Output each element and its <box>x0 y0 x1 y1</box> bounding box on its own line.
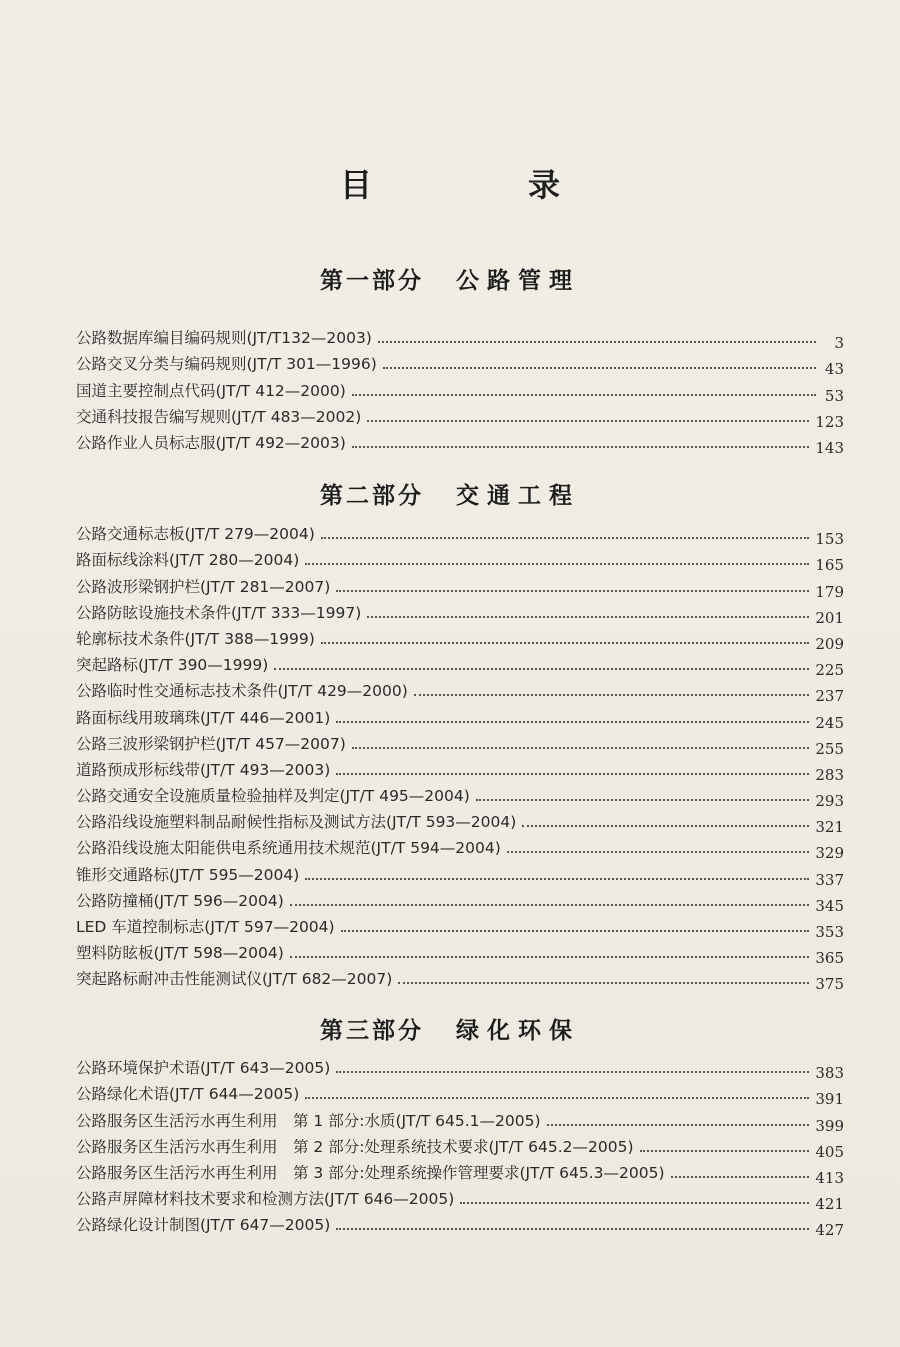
part-number: 第一部分 <box>320 268 424 294</box>
dot-leader <box>522 825 809 827</box>
entry-title: 公路交通标志板(JT/T 279—2004) <box>76 525 315 544</box>
dot-leader <box>336 1071 809 1073</box>
toc-entry[interactable] <box>76 885 844 915</box>
toc-entry[interactable] <box>76 322 844 353</box>
toc-entry[interactable] <box>76 570 844 601</box>
entry-page: 255 <box>815 739 844 758</box>
dot-leader <box>367 420 809 422</box>
toc-entry[interactable] <box>76 911 844 941</box>
entry-page: 421 <box>815 1195 844 1214</box>
entry-page: 237 <box>815 687 844 706</box>
entry-title: 公路沿线设施塑料制品耐候性指标及测试方法(JT/T 593—2004) <box>76 813 517 832</box>
toc-entry[interactable] <box>76 1131 844 1161</box>
toc-entry[interactable] <box>76 544 844 575</box>
entry-title: 公路服务区生活污水再生利用 第 2 部分:处理系统技术要求(JT/T 645.2—2005) <box>76 1137 634 1156</box>
toc-list-part-2 <box>76 518 844 994</box>
page-title: 目 录 <box>339 166 622 204</box>
dot-leader <box>414 694 810 696</box>
dot-leader <box>336 1228 809 1230</box>
entry-page: 3 <box>834 334 844 353</box>
toc-entry[interactable] <box>76 754 844 784</box>
part-number: 第三部分 <box>320 1018 424 1044</box>
entry-page: 345 <box>815 896 844 915</box>
dot-leader <box>336 590 809 592</box>
part-name: 绿化环保 <box>456 1018 580 1044</box>
entry-title: 塑料防眩板(JT/T 598—2004) <box>76 944 284 963</box>
entry-title: 路面标线用玻璃珠(JT/T 446—2001) <box>76 708 331 727</box>
entry-title: 公路环境保护术语(JT/T 643—2005) <box>76 1059 331 1078</box>
dot-leader <box>290 956 810 958</box>
toc-entry[interactable] <box>76 1078 844 1109</box>
entry-title: 公路防撞桶(JT/T 596—2004) <box>76 891 284 910</box>
dot-leader <box>321 537 810 539</box>
toc-entry[interactable] <box>76 832 844 863</box>
toc-entry[interactable] <box>76 728 844 758</box>
entry-title: 公路声屏障材料技术要求和检测方法(JT/T 646—2005) <box>76 1190 455 1209</box>
toc-entry[interactable] <box>76 1183 844 1214</box>
entry-page: 337 <box>815 870 844 889</box>
toc-entry[interactable] <box>76 963 844 994</box>
toc-entry[interactable] <box>76 780 844 811</box>
dot-leader <box>321 642 810 644</box>
part-heading-3 <box>0 1012 900 1045</box>
entry-page: 153 <box>815 530 844 549</box>
entry-title: 轮廓标技术条件(JT/T 388—1999) <box>76 629 315 648</box>
toc-entry[interactable] <box>76 937 844 968</box>
part-heading-2 <box>0 477 900 510</box>
entry-page: 165 <box>815 556 844 575</box>
entry-title: 公路服务区生活污水再生利用 第 3 部分:处理系统操作管理要求(JT/T 645.3—2005) <box>76 1163 665 1182</box>
toc-list-part-1 <box>76 322 844 457</box>
entry-title: 公路沿线设施太阳能供电系统通用技术规范(JT/T 594—2004) <box>76 839 501 858</box>
toc-entry[interactable] <box>76 1209 844 1240</box>
dot-leader <box>336 721 809 723</box>
entry-title: 公路服务区生活污水再生利用 第 1 部分:水质(JT/T 645.1—2005) <box>76 1111 541 1130</box>
entry-title: 突起路标(JT/T 390—1999) <box>76 656 269 675</box>
toc-entry[interactable] <box>76 348 844 379</box>
dot-leader <box>341 930 810 932</box>
entry-title: LED 车道控制标志(JT/T 597—2004) <box>76 918 335 936</box>
toc-entry[interactable] <box>76 597 844 627</box>
dot-leader <box>640 1150 810 1152</box>
entry-page: 143 <box>815 438 844 457</box>
toc-entry[interactable] <box>76 649 844 680</box>
entry-title: 公路作业人员标志服(JT/T 492—2003) <box>76 433 346 452</box>
toc-entry[interactable] <box>76 806 844 837</box>
entry-title: 路面标线涂料(JT/T 280—2004) <box>76 551 300 570</box>
toc-entry[interactable] <box>76 1157 844 1187</box>
entry-page: 427 <box>815 1221 844 1240</box>
dot-leader <box>383 367 816 369</box>
dot-leader <box>305 1097 809 1099</box>
entry-title: 交通科技报告编写规则(JT/T 483—2002) <box>76 407 362 426</box>
dot-leader <box>398 982 809 984</box>
dot-leader <box>274 668 809 670</box>
entry-page: 201 <box>815 608 844 627</box>
entry-title: 公路交叉分类与编码规则(JT/T 301—1996) <box>76 355 377 374</box>
toc-entry[interactable] <box>76 675 844 706</box>
entry-title: 公路数据库编目编码规则(JT/T132—2003) <box>76 329 372 348</box>
entry-title: 公路防眩设施技术条件(JT/T 333—1997) <box>76 603 362 622</box>
toc-list-part-3 <box>76 1052 844 1240</box>
toc-entry[interactable] <box>76 518 844 549</box>
dot-leader <box>367 616 809 618</box>
dot-leader <box>336 773 809 775</box>
toc-entry[interactable] <box>76 701 844 732</box>
entry-title: 突起路标耐冲击性能测试仪(JT/T 682—2007) <box>76 970 393 989</box>
entry-page: 413 <box>815 1168 844 1187</box>
dot-leader <box>507 851 810 853</box>
entry-page: 365 <box>815 949 844 968</box>
dot-leader <box>378 341 816 343</box>
entry-page: 405 <box>815 1142 844 1161</box>
entry-page: 391 <box>815 1090 844 1109</box>
toc-entry[interactable] <box>76 427 844 457</box>
dot-leader <box>352 747 810 749</box>
toc-entry[interactable] <box>76 1104 844 1135</box>
entry-page: 245 <box>815 713 844 732</box>
entry-title: 公路绿化设计制图(JT/T 647—2005) <box>76 1216 331 1235</box>
toc-entry[interactable] <box>76 623 844 653</box>
dot-leader <box>671 1176 810 1178</box>
entry-page: 399 <box>815 1116 844 1135</box>
dot-leader <box>352 446 810 448</box>
dot-leader <box>352 394 816 396</box>
entry-page: 123 <box>815 412 844 431</box>
toc-entry[interactable] <box>76 858 844 889</box>
entry-title: 锥形交通路标(JT/T 595—2004) <box>76 865 300 884</box>
dot-leader <box>290 904 810 906</box>
entry-page: 329 <box>815 844 844 863</box>
entry-page: 225 <box>815 661 844 680</box>
part-name: 交通工程 <box>456 483 580 509</box>
entry-page: 353 <box>815 923 844 941</box>
part-heading-1 <box>0 262 900 295</box>
toc-entry[interactable] <box>76 401 844 431</box>
entry-page: 293 <box>815 792 844 811</box>
entry-page: 43 <box>824 360 844 379</box>
entry-page: 321 <box>815 818 844 837</box>
entry-title: 道路预成形标线带(JT/T 493—2003) <box>76 760 331 779</box>
dot-leader <box>305 563 809 565</box>
entry-title: 公路波形梁钢护栏(JT/T 281—2007) <box>76 577 331 596</box>
dot-leader <box>305 878 809 880</box>
part-number: 第二部分 <box>320 483 424 509</box>
toc-entry[interactable] <box>76 1052 844 1083</box>
entry-page: 383 <box>815 1064 844 1083</box>
entry-page: 209 <box>815 634 844 653</box>
entry-title: 国道主要控制点代码(JT/T 412—2000) <box>76 381 346 400</box>
entry-title: 公路交通安全设施质量检验抽样及判定(JT/T 495—2004) <box>76 787 470 806</box>
entry-page: 179 <box>815 582 844 601</box>
toc-entry[interactable] <box>76 374 844 405</box>
part-name: 公路管理 <box>456 268 580 294</box>
dot-leader <box>476 799 810 801</box>
dot-leader <box>547 1124 810 1126</box>
entry-title: 公路临时性交通标志技术条件(JT/T 429—2000) <box>76 682 408 701</box>
entry-page: 53 <box>824 386 844 405</box>
entry-page: 283 <box>815 765 844 784</box>
entry-page: 375 <box>815 975 844 994</box>
entry-title: 公路三波形梁钢护栏(JT/T 457—2007) <box>76 734 346 753</box>
entry-title: 公路绿化术语(JT/T 644—2005) <box>76 1085 300 1104</box>
dot-leader <box>460 1202 809 1204</box>
